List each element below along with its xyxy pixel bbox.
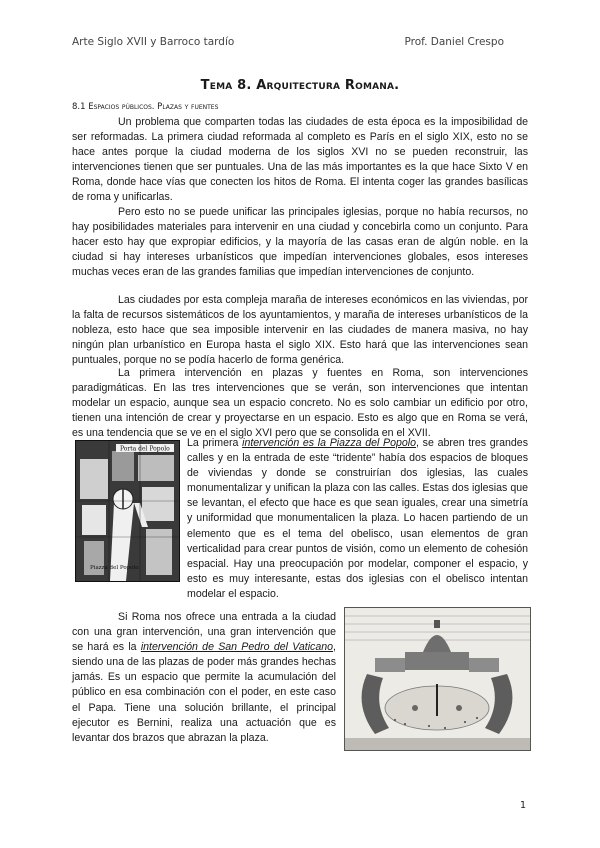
page-number: 1 xyxy=(519,800,526,811)
paragraph-6 xyxy=(72,610,336,746)
paragraph-6-text-after: , siendo una de las plazas de poder más grandes hechas jamás. Es un espacio que permite la acumulación del público en esa combinación con el poder, en este caso el Papa. Tiene una solución brillante, el principal ejecutor es Bernini, realiza una actuación que es levantar dos brazos que abrazan la plaza. xyxy=(72,641,336,744)
paragraph-4: La primera intervención en plazas y fuentes en Roma, son intervenciones paradigmáticas. En las tres intervenciones que se verán, son intervenciones que intentan modelar un espacio, aunque sea un espacio concreto. No es solo cambiar un edificio por otro, tienen una intención de crear y proyectarse en un espacio. Esto es algo que en Roma se verá, es una tendencia que se ve en el siglo XVI pero que se consolida en el XVII. xyxy=(72,367,528,440)
header-professor: Prof. Daniel Crespo xyxy=(404,36,504,48)
map-illustration xyxy=(76,441,179,581)
paragraph-6-text-before: Si Roma nos ofrece una entrada a la ciudad con una gran intervención, una gran intervención que se hará es la xyxy=(72,611,336,654)
paragraph-5 xyxy=(187,436,528,602)
san-pedro-engraving-image xyxy=(344,607,531,751)
map-label-porta: Porta del Popolo xyxy=(120,445,170,453)
engraving-illustration xyxy=(345,608,530,750)
link-san-pedro-vaticano[interactable]: intervención de San Pedro del Vaticano xyxy=(140,641,334,654)
map-label-piazza: Piazza del Popolo xyxy=(90,565,139,571)
link-piazza-del-popolo[interactable]: intervención es la Piazza del Popolo xyxy=(242,437,417,449)
paragraph-5-text-before: La primera xyxy=(187,437,243,449)
paragraph-2: Pero esto no se puede unificar las principales iglesias, porque no había recursos, no hay posibilidades materiales para intervenir en una ciudad y concebirla como un conjunto. Para hacer esto hay que expropiar edificios, y la mayoría de las casas eran de algún noble. en la ciudad si hay intereses urbanísticos que impedían intervenciones globales, esos intereses muchas veces eran de las grandes familias que impedían intervenciones de conjunto. xyxy=(72,206,528,279)
page-title: Tema 8. Arquitectura Romana. xyxy=(200,78,400,93)
paragraph-1: Un problema que comparten todas las ciudades de esta época es la imposibilidad de ser reformadas. La primera ciudad reformada al completo es París en el siglo XIX, esto no se hace antes porque la ciudad moderna de los siglos XVI no se pueden reconstruir, las intervenciones tienen que ser puntuales. Una de las más importantes es la que hace Sixto V en Roma, donde hace vías que conecten los hitos de Roma. El intenta coger las grandes basílicas de roma y unificarlas. xyxy=(72,116,528,204)
piazza-del-popolo-map-image xyxy=(75,440,180,582)
header-course-title: Arte Siglo XVII y Barroco tardío xyxy=(72,36,235,48)
paragraph-5-text-after: , se abren tres grandes calles y en la entrada de este “tridente” había dos espacios de bloques de viviendas y donde se construirían dos iglesias, las cuales monumentalizar y unifican la plaza con las calles. Estas dos iglesias que se levantan, el efecto que hace es que sean iguales, crear una simetría y uniformidad que monumentalicen la plaza. Lo hacen partiendo de un elemento que es el tema del obelisco, usan elementos de gran verticalidad para crear puntos de visión, como un elemento de cohesión espacial. Hay una preocupación por modelar, componer el espacio, y esto es muy interesante, estas dos iglesias con el obelisco intentan modelar el espacio. xyxy=(187,437,528,600)
paragraph-3: Las ciudades por esta compleja maraña de intereses económicos en las viviendas, por la falta de recursos sistemáticos de los ayuntamientos, y maraña de intereses urbanísticos de la nobleza, esto hace que sea imposible intervenir en las ciudades de manera masiva, no hay ningún plan urbanístico en Europa hasta el siglo XIX. Esto hará que las intervenciones sean puntuales, porque no se podía hacerlo de forma genérica. xyxy=(72,294,528,367)
section-heading: 8.1 Espacios públicos. Plazas y fuentes xyxy=(72,102,219,112)
